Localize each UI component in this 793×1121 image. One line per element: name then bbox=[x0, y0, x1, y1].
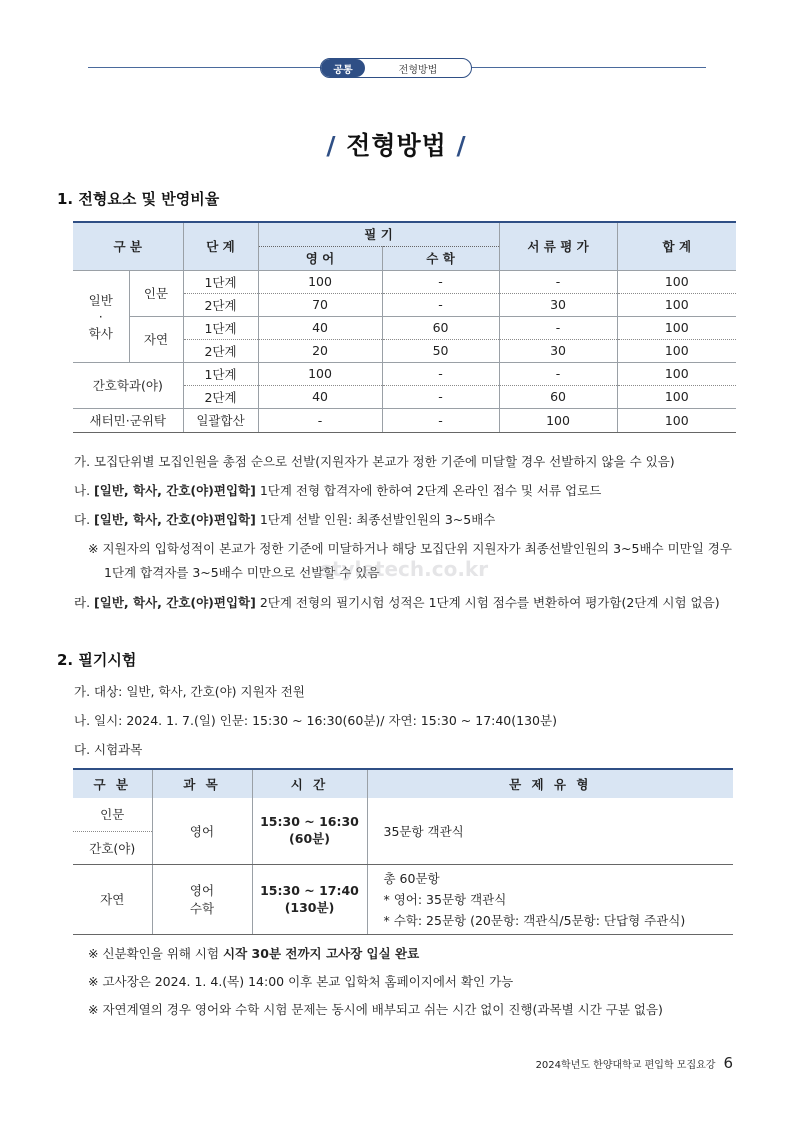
stage-cell: 2단계 bbox=[183, 385, 258, 408]
row-nursing: 간호(야) bbox=[73, 831, 152, 864]
stage-cell: 2단계 bbox=[183, 293, 258, 316]
section-badge bbox=[320, 58, 472, 78]
badge-tag: 공통 bbox=[321, 59, 365, 77]
th-docs: 서 류 평 가 bbox=[499, 222, 617, 270]
page-number: 6 bbox=[723, 1054, 733, 1072]
track-science: 자연 bbox=[129, 316, 183, 362]
th-stage: 단 계 bbox=[183, 222, 258, 270]
th-math: 수 학 bbox=[382, 246, 499, 270]
watermark: styletech.co.kr bbox=[320, 557, 489, 581]
footer bbox=[536, 1054, 733, 1072]
note-venue: ※ 고사장은 2024. 1. 4.(목) 14:00 이후 본교 입학처 홈페이지에서 확인 가능 bbox=[88, 974, 514, 989]
total-cell: 100 bbox=[617, 270, 736, 293]
th-written: 필 기 bbox=[258, 222, 499, 246]
math-cell: - bbox=[382, 362, 499, 385]
th-time: 시 간 bbox=[252, 769, 367, 798]
group-refugee: 새터민·군위탁 bbox=[73, 408, 183, 432]
badge-section: 전형방법 bbox=[398, 64, 438, 76]
docs-cell: 30 bbox=[499, 339, 617, 362]
total-cell: 100 bbox=[617, 385, 736, 408]
th-total: 합 계 bbox=[617, 222, 736, 270]
docs-cell: 30 bbox=[499, 293, 617, 316]
stage-cell: 1단계 bbox=[183, 362, 258, 385]
para-na: 나. [일반, 학사, 간호(야)편입학] 1단계 전형 합격자에 한하여 2단계 온라인 접수 및 서류 업로드 bbox=[74, 483, 602, 498]
time-science: 15:30 ~ 17:40 (130분) bbox=[252, 864, 367, 934]
math-cell: 50 bbox=[382, 339, 499, 362]
docs-cell: - bbox=[499, 270, 617, 293]
english-cell: 70 bbox=[258, 293, 382, 316]
total-cell: 100 bbox=[617, 362, 736, 385]
english-cell: 100 bbox=[258, 270, 382, 293]
type-humanities: 35문항 객관식 bbox=[367, 798, 733, 864]
exam-subjects-label: 다. 시험과목 bbox=[74, 742, 143, 757]
math-cell: - bbox=[382, 270, 499, 293]
exam-target: 가. 대상: 일반, 학사, 간호(야) 지원자 전원 bbox=[74, 684, 305, 699]
subject-eng-math: 영어 수학 bbox=[152, 864, 252, 934]
para-ga: 가. 모집단위별 모집인원을 총점 순으로 선발(지원자가 본교가 정한 기준에 미달할 경우 선발하지 않을 수 있음) bbox=[74, 454, 675, 469]
row-science: 자연 bbox=[73, 864, 152, 934]
exam-date: 나. 일시: 2024. 1. 7.(일) 인문: 15:30 ~ 16:30(60분)/ 자연: 15:30 ~ 17:40(130분) bbox=[74, 713, 557, 728]
selection-ratio-table bbox=[73, 221, 736, 433]
docs-cell: - bbox=[499, 362, 617, 385]
total-cell: 100 bbox=[617, 339, 736, 362]
para-ra: 라. [일반, 학사, 간호(야)편입학] 2단계 전형의 필기시험 성적은 1단계 시험 점수를 변환하여 평가함(2단계 시험 없음) bbox=[74, 595, 720, 610]
stage-cell: 1단계 bbox=[183, 316, 258, 339]
stage-cell: 일괄합산 bbox=[183, 408, 258, 432]
section-2-title: 2. 필기시험 bbox=[57, 651, 137, 669]
total-cell: 100 bbox=[617, 316, 736, 339]
type-science: 총 60문항 * 영어: 35문항 객관식 * 수학: 25문항 (20문항: 객관식/5문항: 단답형 주관식) bbox=[367, 864, 733, 934]
docs-cell: 60 bbox=[499, 385, 617, 408]
exam-subjects-table bbox=[73, 768, 733, 935]
th-gubun: 구 분 bbox=[73, 222, 183, 270]
docs-cell: 100 bbox=[499, 408, 617, 432]
english-cell: 20 bbox=[258, 339, 382, 362]
th-subject: 과 목 bbox=[152, 769, 252, 798]
th-type: 문 제 유 형 bbox=[367, 769, 733, 798]
group-general-bachelor: 일반 · 학사 bbox=[73, 270, 129, 362]
english-cell: 100 bbox=[258, 362, 382, 385]
english-cell: - bbox=[258, 408, 382, 432]
total-cell: 100 bbox=[617, 293, 736, 316]
math-cell: 60 bbox=[382, 316, 499, 339]
english-cell: 40 bbox=[258, 316, 382, 339]
group-nursing: 간호학과(야) bbox=[73, 362, 183, 408]
para-da: 다. [일반, 학사, 간호(야)편입학] 1단계 선발 인원: 최종선발인원의 3~5배수 bbox=[74, 512, 496, 527]
subject-english: 영어 bbox=[152, 798, 252, 864]
row-humanities: 인문 bbox=[73, 798, 152, 831]
time-humanities: 15:30 ~ 16:30 (60분) bbox=[252, 798, 367, 864]
th-gubun: 구 분 bbox=[73, 769, 152, 798]
note-science: ※ 자연계열의 경우 영어와 수학 시험 문제는 동시에 배부되고 쉬는 시간 없이 진행(과목별 시간 구분 없음) bbox=[88, 1002, 663, 1017]
math-cell: - bbox=[382, 408, 499, 432]
english-cell: 40 bbox=[258, 385, 382, 408]
docs-cell: - bbox=[499, 316, 617, 339]
math-cell: - bbox=[382, 293, 499, 316]
th-english: 영 어 bbox=[258, 246, 382, 270]
page-title: / 전형방법 / bbox=[326, 131, 467, 160]
total-cell: 100 bbox=[617, 408, 736, 432]
stage-cell: 1단계 bbox=[183, 270, 258, 293]
note-selection: ※ 지원자의 입학성적이 본교가 정한 기준에 미달하거나 해당 모집단위 지원자가 최종선발인원의 3~5배수 미만일 경우 bbox=[88, 541, 732, 556]
track-humanities: 인문 bbox=[129, 270, 183, 316]
note-selection-cont: 1단계 합격자를 3~5배수 미만으로 선발할 수 있음 bbox=[104, 565, 380, 580]
math-cell: - bbox=[382, 385, 499, 408]
note-id-check: ※ 신분확인을 위해 시험 시작 30분 전까지 고사장 입실 완료 bbox=[88, 946, 420, 961]
footer-text: 2024학년도 한양대학교 편입학 모집요강 bbox=[535, 1060, 716, 1071]
section-1-title: 1. 전형요소 및 반영비율 bbox=[57, 190, 220, 208]
stage-cell: 2단계 bbox=[183, 339, 258, 362]
